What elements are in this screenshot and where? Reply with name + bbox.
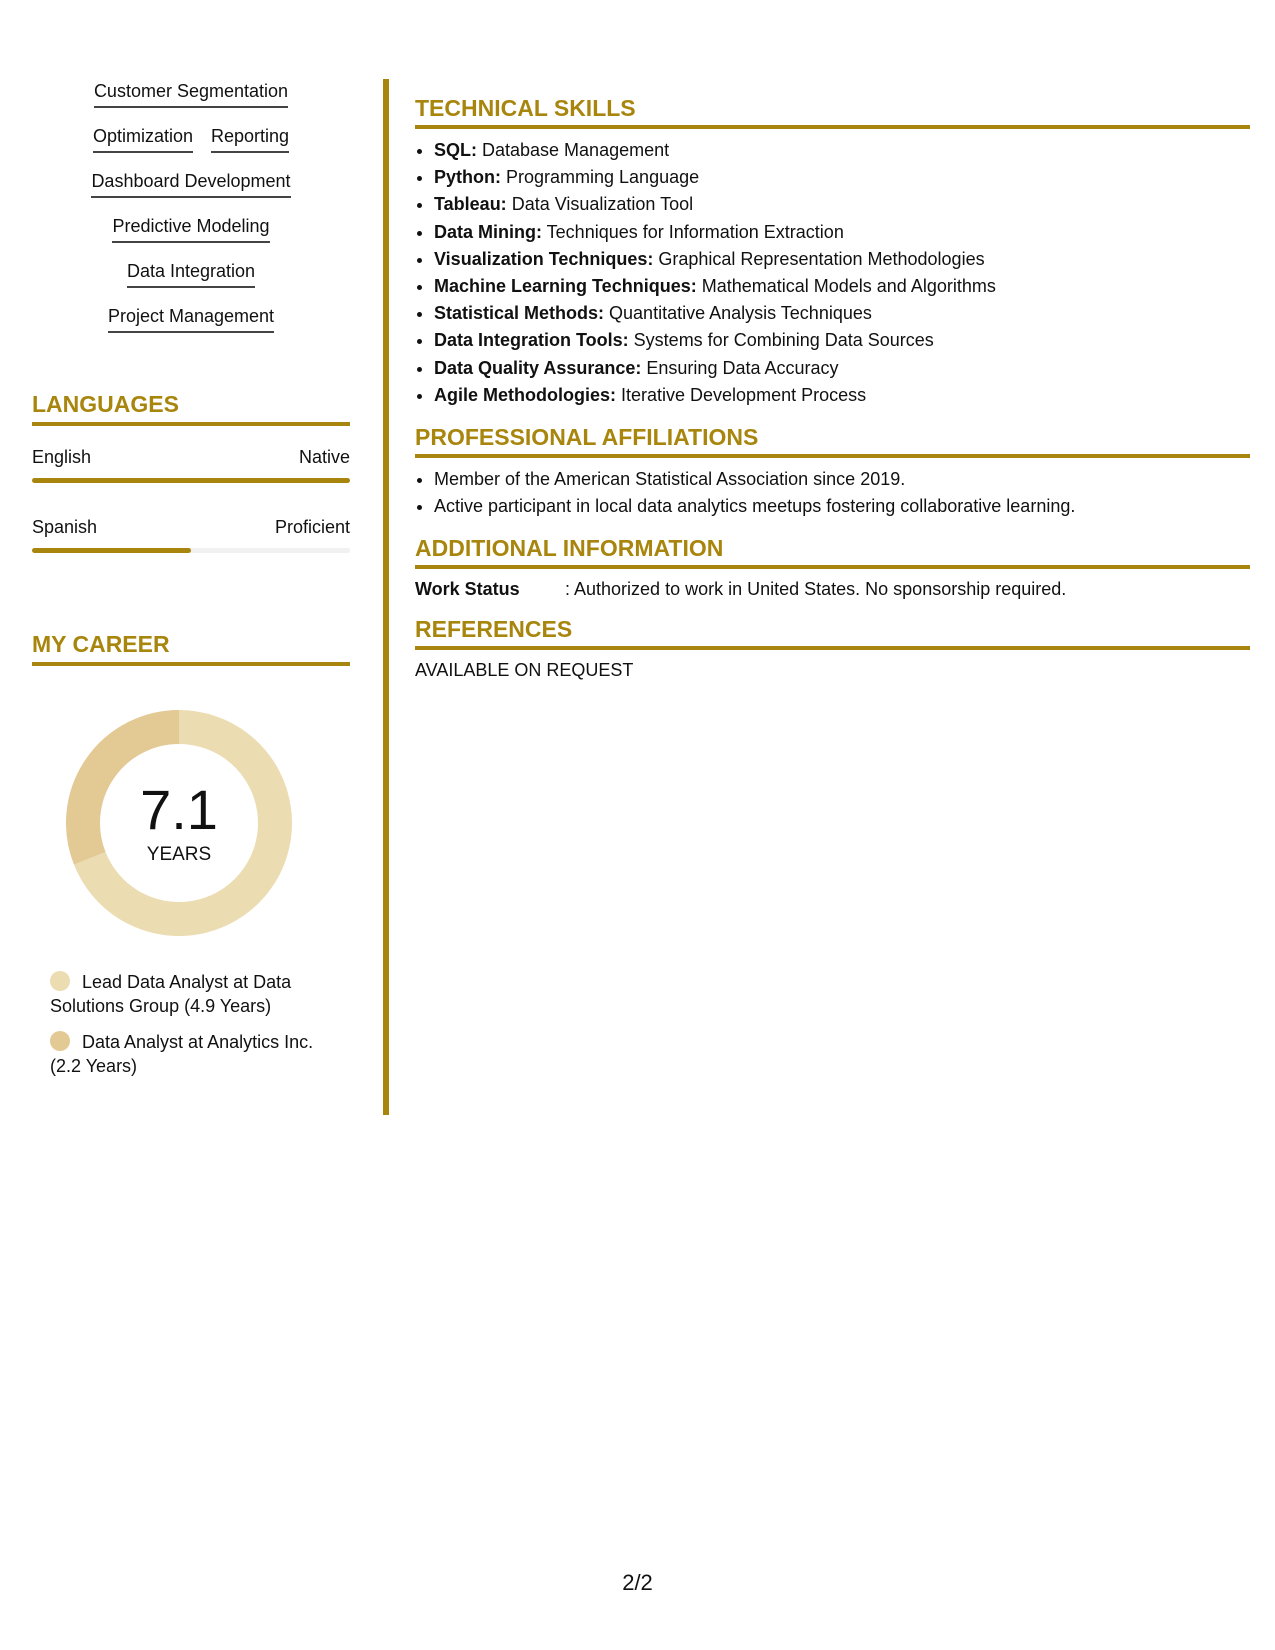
legend-item	[50, 970, 340, 1018]
skill-term: Data Integration Tools:	[434, 330, 629, 351]
skill-tag: Project Management	[108, 305, 274, 333]
skill-term: Tableau:	[434, 194, 507, 215]
skill-tag: Data Integration	[127, 260, 255, 288]
career-total-value: 7.1	[140, 778, 218, 841]
language-level: Proficient	[274, 517, 350, 537]
skill-tag-row	[112, 215, 269, 260]
skill-tags	[32, 80, 350, 350]
language-level-bar	[32, 478, 350, 483]
language-level-fill	[32, 548, 191, 553]
skill-description: Data Visualization Tool	[506, 194, 694, 215]
skill-tag-row	[94, 80, 288, 125]
right-column	[415, 94, 1250, 696]
language-level: Native	[298, 447, 350, 467]
skill-description: Iterative Development Process	[616, 384, 867, 405]
career-donut-chart	[66, 710, 292, 936]
skill-description: Quantitative Analysis Techniques	[604, 303, 872, 324]
language-row	[32, 516, 350, 538]
references-section	[415, 615, 1250, 682]
legend-label: Lead Data Analyst at Data Solutions Group (4.9 Years)	[50, 972, 292, 1016]
languages-section	[32, 390, 350, 553]
languages-list	[32, 446, 350, 553]
additional-info-section	[415, 534, 1250, 601]
language-item	[32, 446, 350, 483]
career-heading: MY CAREER	[32, 630, 350, 666]
references-heading: REFERENCES	[415, 615, 1250, 650]
technical-skill-item	[434, 246, 1250, 273]
skill-term: SQL:	[434, 140, 477, 160]
skill-tag-row	[91, 170, 290, 215]
skill-term: Visualization Techniques:	[434, 248, 654, 269]
skill-description: Systems for Combining Data Sources	[628, 330, 934, 351]
career-section	[32, 630, 350, 1076]
technical-skill-item	[434, 382, 1250, 409]
technical-skills-list	[415, 137, 1250, 409]
affiliations-section	[415, 423, 1250, 520]
skill-description: Ensuring Data Accuracy	[641, 357, 839, 378]
language-level-fill	[32, 478, 350, 483]
skill-tag-row	[93, 125, 289, 170]
language-name: Spanish	[32, 517, 98, 537]
skill-term: Python:	[434, 167, 501, 188]
technical-skill-item	[434, 137, 1250, 164]
left-column	[32, 80, 350, 1076]
language-item	[32, 516, 350, 553]
work-status-value: : Authorized to work in United States. No sponsorship required.	[565, 579, 1067, 600]
language-name: English	[32, 447, 92, 467]
technical-skill-item	[434, 219, 1250, 246]
affiliation-item: • Active participant in local data analytics meetups fostering collaborative learning.	[434, 493, 1250, 520]
legend-dot-icon	[50, 971, 70, 991]
language-row	[32, 446, 350, 468]
skill-description: Graphical Representation Methodologies	[653, 248, 985, 269]
skill-tag-row	[108, 305, 274, 350]
work-status-row	[415, 577, 1250, 601]
skill-description: Database Management	[477, 140, 670, 160]
skill-description: Mathematical Models and Algorithms	[696, 276, 996, 297]
skill-tag: Customer Segmentation	[94, 80, 288, 108]
skill-tag: Dashboard Development	[91, 170, 290, 198]
career-total-unit: YEARS	[146, 844, 212, 865]
skill-term: Statistical Methods:	[434, 303, 605, 324]
affiliations-list	[415, 466, 1250, 520]
legend-label: Data Analyst at Analytics Inc. (2.2 Years)	[50, 1032, 314, 1076]
skill-term: Agile Methodologies:	[434, 384, 616, 405]
references-text: AVAILABLE ON REQUEST	[415, 660, 634, 681]
page-number: 2/2	[622, 1570, 653, 1595]
technical-skills-heading: TECHNICAL SKILLS	[415, 94, 1250, 129]
column-divider	[383, 79, 389, 1115]
skill-tag-row	[127, 260, 255, 305]
affiliation-item: • Member of the American Statistical Association since 2019.	[434, 466, 1250, 493]
technical-skill-item	[434, 327, 1250, 354]
technical-skill-item	[434, 300, 1250, 327]
skill-term: Data Mining:	[434, 221, 542, 242]
technical-skill-item	[434, 273, 1250, 300]
affiliations-heading: PROFESSIONAL AFFILIATIONS	[415, 423, 1250, 458]
languages-heading: LANGUAGES	[32, 390, 350, 426]
legend-dot-icon	[50, 1031, 70, 1051]
technical-skill-item	[434, 191, 1250, 218]
skill-description: Techniques for Information Extraction	[542, 221, 844, 242]
skill-term: Machine Learning Techniques:	[434, 276, 697, 297]
skill-tag: Predictive Modeling	[112, 215, 269, 243]
skill-tag: Reporting	[211, 125, 289, 153]
career-legend	[50, 970, 340, 1090]
skill-description: Programming Language	[501, 167, 700, 188]
technical-skill-item	[434, 164, 1250, 191]
skill-tag: Optimization	[93, 125, 193, 153]
technical-skills-section	[415, 94, 1250, 409]
legend-item	[50, 1030, 340, 1078]
work-status-label: Work Status	[415, 579, 520, 600]
technical-skill-item	[434, 355, 1250, 382]
additional-info-heading: ADDITIONAL INFORMATION	[415, 534, 1250, 569]
skill-term: Data Quality Assurance:	[434, 357, 642, 378]
language-level-bar	[32, 548, 350, 553]
